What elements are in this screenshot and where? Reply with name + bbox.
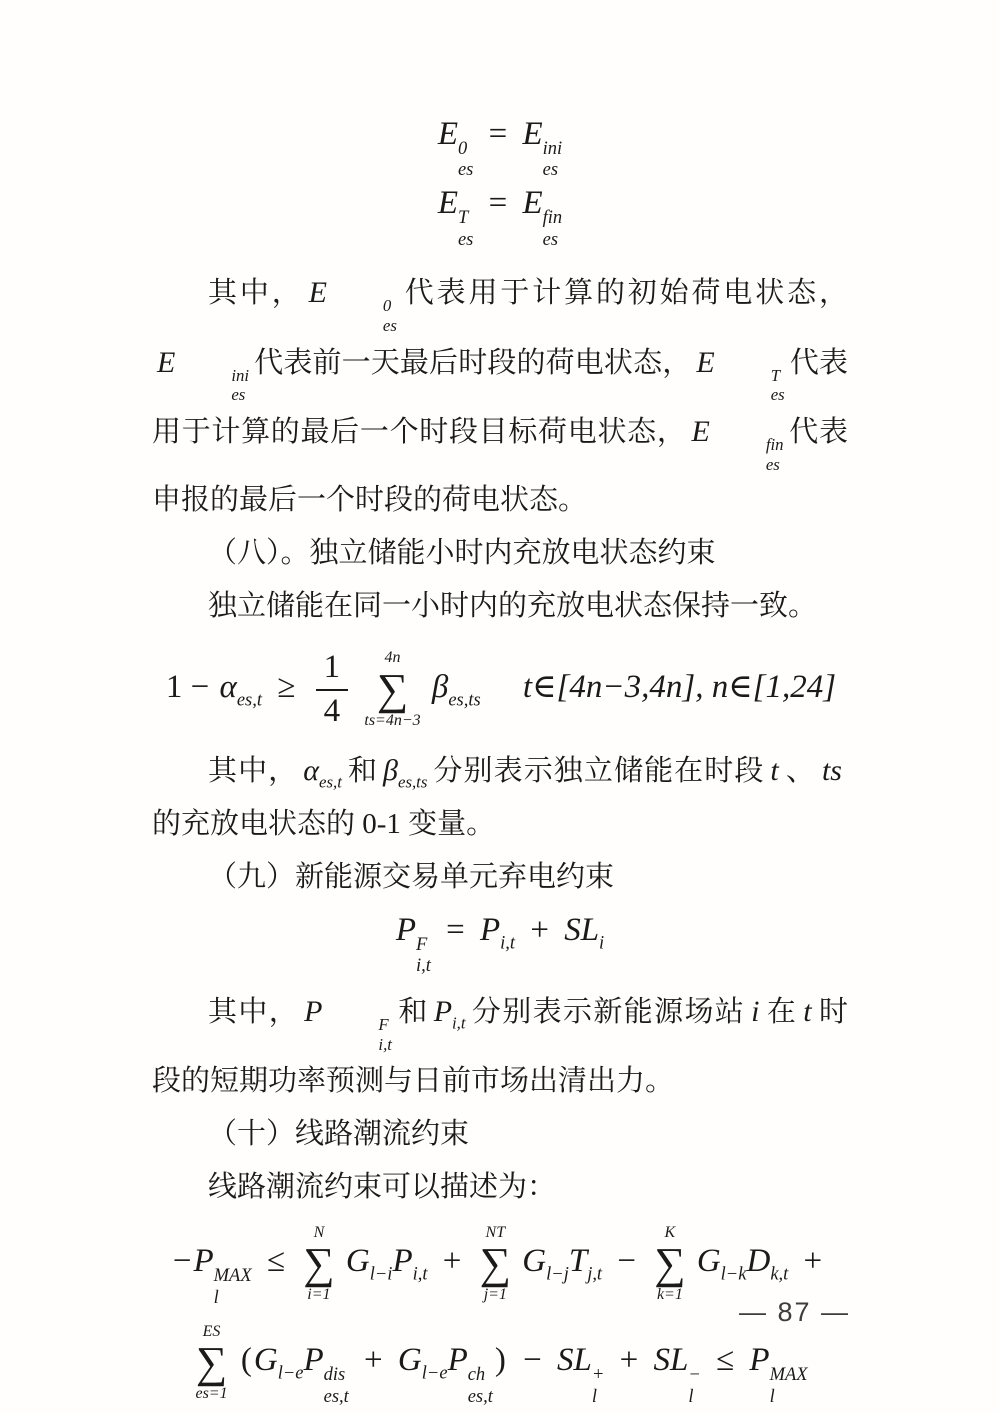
math-var-t: t	[770, 753, 779, 787]
text-run: 时段的短期功率预测与日前市场出清出力。	[152, 996, 848, 1097]
sigma-symbol: ∑	[303, 1238, 335, 1288]
math-var-SL: SL	[564, 911, 600, 948]
equation-soc-initial	[152, 116, 848, 181]
math-var-G: G	[696, 1243, 721, 1280]
math-var-ts: ts	[821, 753, 842, 787]
paragraph-forecast-explanation	[152, 985, 848, 1107]
math-var-PF: P F i,t	[304, 995, 392, 1054]
text-run: 分别表示独立储能在时段	[432, 754, 765, 787]
text-run: 代表用于计算的最后一个时段目标荷电状态，	[152, 346, 848, 449]
math-supsub: ini es	[542, 137, 563, 180]
text-run: 的充放电状态的 0-1 变量。	[152, 807, 496, 840]
math-var-PF: P	[395, 911, 416, 948]
equation-line-1: −P MAX l ≤ N ∑ i=1 $G_{l-i}P_{i,t}$ + NT ∑ j=1 $G_{l-j}T_{j,t}$ − K ∑ k=1 $G_{l-k}D_{k,t}$ +	[152, 1224, 848, 1309]
geq-sign: ≥	[277, 669, 296, 706]
math-var-beta: $\beta_{es,ts}$	[383, 753, 428, 792]
sentence-section-8: 独立储能在同一小时内的充放电状态保持一致。	[208, 590, 818, 623]
close-paren: )	[494, 1342, 506, 1379]
leq-sign: ≤	[716, 1342, 735, 1379]
section-heading-9: （九）新能源交易单元弃电约束	[208, 860, 615, 893]
equation-line-2: ES ∑ es=1 ($G_{l-e}P$ dis es,t + $G_{l-e}P$ ch es,t ) − SL + l + SL − l ≤ P MAX l	[195, 1322, 808, 1406]
sigma-symbol: ∑	[479, 1238, 511, 1288]
open-paren: (	[240, 1342, 252, 1379]
math-var-Einies: E ini es	[157, 345, 250, 405]
text-run: 代表前一天最后时段的荷电状态，	[254, 346, 692, 379]
equals-sign: =	[446, 911, 465, 948]
summation: ES ∑ es=1	[195, 1322, 228, 1402]
plus-sign: +	[619, 1342, 639, 1379]
math-var-beta: β	[431, 669, 449, 706]
math-var-P: P	[480, 911, 501, 948]
math-formula: $1 - \alpha_{es,t}$ ≥ $\frac{1}{4}$ 4n ∑ ts=4n−3 $\beta_{es,ts}$ t∈[4n−3,4n], n∈[1,24]	[164, 669, 836, 705]
minus-sign: −	[617, 1243, 636, 1280]
paragraph-alpha-beta-explanation	[152, 744, 848, 851]
leq-sign: ≤	[266, 1243, 285, 1280]
math-var-Efines: E fin es	[691, 415, 784, 474]
plus-sign: +	[364, 1342, 383, 1379]
math-var-T: T	[568, 1243, 588, 1280]
math-supsub: T es	[457, 206, 474, 249]
equation-curtailment	[152, 912, 848, 977]
text-run: 和	[396, 996, 429, 1029]
math-var-alpha: α	[219, 669, 237, 706]
sigma-symbol: ∑	[195, 1338, 228, 1387]
equation-soc-final	[152, 185, 848, 250]
math-var-SLplus: SL	[557, 1342, 592, 1379]
math-var-G: G	[522, 1243, 547, 1280]
summation: NT ∑ j=1	[479, 1223, 511, 1303]
equals-sign: =	[488, 185, 508, 222]
math-var: E	[522, 185, 543, 222]
math-var-G: G	[345, 1243, 370, 1280]
text-run: 代表用于计算的初始荷电状态，	[401, 277, 848, 310]
text-run: 代表申报的最后一个时段的荷电状态。	[152, 416, 848, 517]
math-var-Pmax: P	[193, 1243, 214, 1280]
summation: 4n ∑ ts=4n−3	[364, 649, 421, 729]
minus-sign: −	[523, 1342, 542, 1379]
plus-sign: +	[803, 1243, 823, 1280]
math-supsub: fin es	[542, 206, 563, 249]
math-var-i: i	[751, 995, 760, 1029]
text-run: 分别表示新能源场站	[470, 996, 746, 1029]
math-var-D: D	[746, 1243, 771, 1280]
math-var-P: P	[392, 1243, 413, 1280]
math-var: E	[522, 116, 543, 152]
math-var-G: G	[397, 1342, 422, 1379]
fraction-one-quarter: $\frac{1}{4}$	[316, 647, 349, 732]
text-run: 其中，	[208, 996, 300, 1029]
text-run: 其中，	[208, 277, 304, 310]
math-var-alpha: $\alpha_{es,t}$	[303, 753, 342, 792]
paragraph-soc-explanation	[152, 266, 848, 527]
math-supsub: 0 es	[457, 137, 474, 180]
text-run: 在	[765, 996, 798, 1029]
math-condition: t∈[4n−3,4n], n∈[1,24]	[522, 669, 837, 706]
plus-sign: +	[442, 1243, 462, 1280]
math-var-E0es: E 0 es	[308, 276, 397, 335]
summation: K ∑ k=1	[654, 1223, 686, 1303]
math-number: 1 −	[165, 669, 210, 706]
sentence-section-10: 线路潮流约束可以描述为：	[208, 1170, 557, 1203]
math-var-P: $P_{i,t}$	[433, 995, 466, 1033]
text-run: 、	[784, 754, 816, 787]
text-run: 和	[346, 754, 379, 787]
summation: N ∑ i=1	[303, 1223, 335, 1303]
math-var-ETes: E T es	[696, 345, 785, 405]
math-var-Pmax: P	[749, 1342, 770, 1379]
math-var: E	[437, 116, 458, 152]
page-number: — 87 —	[738, 1297, 850, 1327]
sigma-symbol: ∑	[654, 1238, 686, 1288]
math-var-t: t	[803, 995, 812, 1029]
section-heading-8: （八）。独立储能小时内充放电状态约束	[208, 537, 716, 570]
math-var-G: G	[253, 1342, 278, 1379]
sigma-symbol: ∑	[376, 664, 409, 714]
math-var: E	[437, 185, 458, 222]
minus-sign: −	[172, 1243, 192, 1280]
equals-sign: =	[488, 116, 508, 152]
math-var-Pch: P	[447, 1342, 468, 1379]
plus-sign: +	[530, 911, 549, 948]
math-var-SLminus: SL	[653, 1342, 689, 1379]
equation-charge-state-constraint	[152, 647, 848, 732]
math-formula: P F i,t = $P_{i,t} + SL_i$	[395, 911, 605, 976]
section-heading-10: （十）线路潮流约束	[208, 1117, 470, 1150]
math-var-Pdis: P	[303, 1342, 324, 1379]
math-formula	[437, 116, 563, 180]
math-formula	[437, 185, 563, 249]
text-run: 其中，	[208, 754, 299, 787]
